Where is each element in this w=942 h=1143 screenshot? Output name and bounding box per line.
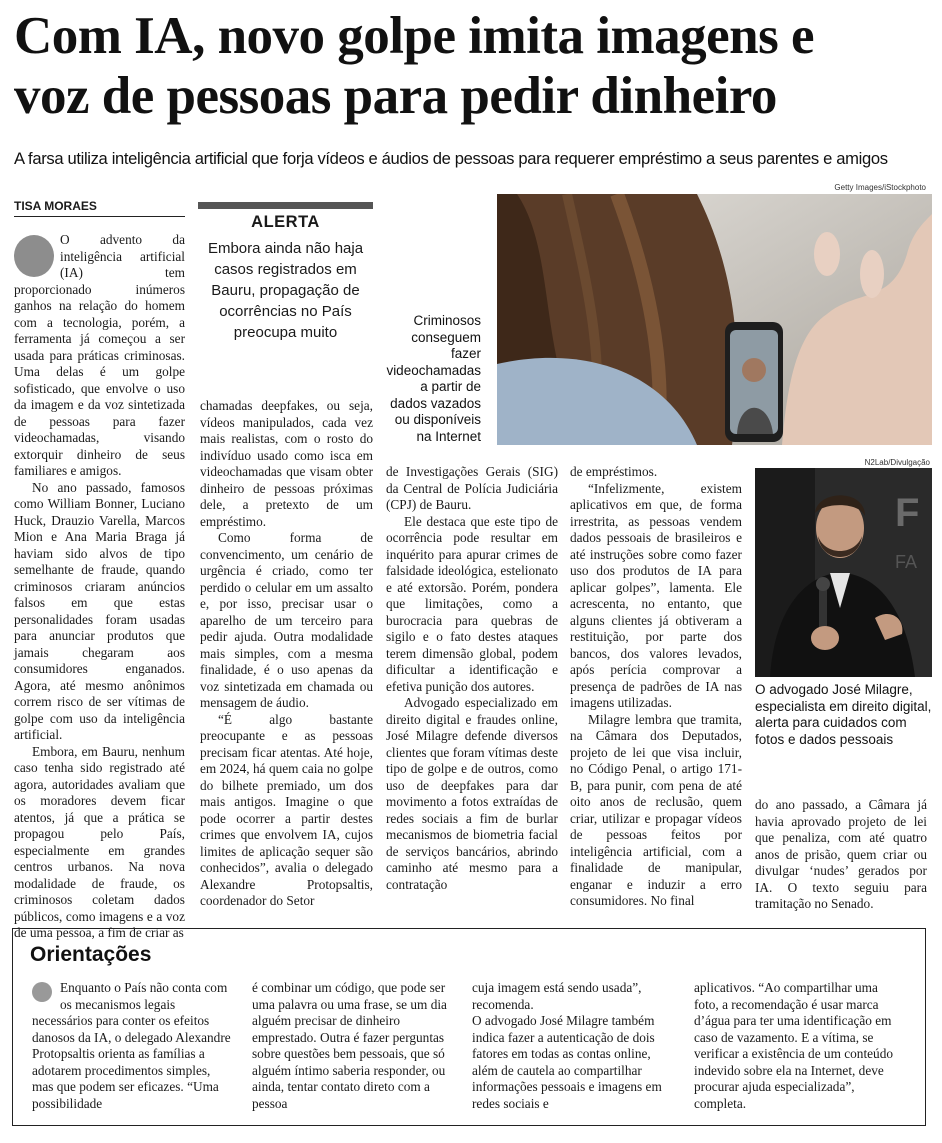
photo-lawyer-illustration [755,468,932,677]
paragraph: de Investigações Gerais (SIG) da Central de Polícia Judiciária (CPJ) de Bauru. [386,464,558,512]
paragraph: do ano passado, a Câmara já havia aprovado projeto de lei que penaliza, com até quatro anos de prisão, quem criar ou divulgar ‘nudes’ gerados por IA. O texto seguiu para tramitação no Senado. [755,797,927,911]
photo-lawyer [755,468,932,677]
paragraph: chamadas deepfakes, ou seja, vídeos manipulados, cada vez mais realistas, com o rosto do indivíduo usado como isca em videochamadas que visam obter dinheiro de pessoas próximas dele, a pretexto de um empréstimo. [200,398,373,529]
photo-videocall-illustration [497,194,932,445]
paragraph: Ele destaca que este tipo de ocorrência pode resultar em inquérito para apurar crimes de falsidade ideológica, estelionato e até extorsão. Porém, pondera que limitações, como a burocracia para quebras de sigilo e o fato destes ataques terem dimensão global, podem dificultar a identificação e efetiva punição dos autores. [386,513,558,694]
svg-text:F: F [895,491,920,535]
paragraph: Enquanto o País não conta com os mecanismos legais necessários para conter os efeitos danosos da IA, o delegado Alexandre Protopsaltis orienta as famílias a adotarem procedimentos simples, mas que podem ser eficazes. “Uma possibilidade [32,980,231,1111]
orientacoes-title: Orientações [30,943,152,966]
drop-cap-circle [14,235,54,277]
paragraph: O advogado José Milagre também indica fazer a autenticação de dois fatores em todas as contas online, além de cautela ao compartilhar informações pessoais e imagens em redes sociais e [472,1013,662,1111]
photo-1-credit: Getty Images/iStockphoto [834,183,926,192]
headline-line-2: voz de pessoas para pedir dinheiro [14,67,777,125]
article-column-3 [386,464,558,893]
paragraph: de empréstimos. [570,464,658,479]
paragraph: cuja imagem está sendo usada”, recomenda. [472,980,642,1012]
paragraph: O advento da inteligência artificial (IA) tem proporcionado inúmeros ganhos na relação do homem com a tecnologia, porém, a ferramenta já começou a ser usada para práticas criminosas. Uma delas é um golpe sofisticado, que envolve o uso da imagem e da voz sintetizada de pessoas para fazer videochamadas, visando extorquir dinheiro de seus familiares e amigos. [14,232,185,478]
svg-text:FA: FA [895,552,918,572]
article-column-4 [570,464,742,910]
photo-2-caption: O advogado José Milagre, especialista em direito digital, alerta para cuidados com fotos e dados pessoais [755,682,932,747]
headline-line-1: Com IA, novo golpe imita imagens e [14,7,815,65]
alert-text: Embora ainda não haja casos registrados em Bauru, propagação de ocorrências no País preocupa muito [207,240,364,341]
paragraph: Advogado especializado em direito digital e fraudes online, José Milagre defende diversos clientes que foram vítimas deste tipo de golpe e de outros, como uso de deepfakes para dar movimento a fotos extraídas de redes sociais a fim de burlar mecanismos de biometria facial de serviços bancários, abrindo caminho até mesmo para a contratação [386,695,558,892]
alert-box [198,202,373,367]
alert-title: ALERTA [251,213,320,231]
article-column-1 [14,232,185,942]
photo-2-credit: N2Lab/Divulgação [864,458,930,467]
paragraph: aplicativos. “Ao compartilhar uma foto, a recomendação é usar marca d’água para ter uma identificação em caso de vazamento. E a vítima, se verificar a existência de um conteúdo indevido sobre ela na Internet, deve procurar ajuda especializada”, completa. [694,980,893,1111]
orientacoes-column-2 [252,980,456,1112]
photo-1-caption: Criminosos conseguem fazer videochamadas a partir de dados vazados ou disponíveis na Internet [386,313,481,444]
alert-top-rule [198,202,373,209]
paragraph: No ano passado, famosos como William Bonner, Luciano Huck, Drauzio Varella, Marcos Mion e Ana Maria Braga já haviam sido alvos de tipo semelhante de fraude, quando criminosos criaram anúncios falsos em que estas personalidades foram usadas para anunciar produtos que jamais chegaram aos consumidores enganados. Agora, até mesmo anônimos correm risco de ser vítimas de golpe com uso da inteligência artificial. [14,479,185,742]
headline [14,6,930,126]
byline: TISA MORAES [14,198,185,217]
orientacoes-column-1 [32,980,232,1112]
paragraph: Milagre lembra que tramita, na Câmara dos Deputados, projeto de lei que visa incluir, no Código Penal, o artigo 171-B, para punir, com pena de até oito anos de reclusão, quem criar, utilizar e propagar vídeos de pessoas feitos por inteligência artificial, com a finalidade de manipular, enganar e induzir a erro consumidores. No final [570,711,742,908]
orientacoes-column-3 [472,980,677,1112]
photo-videocall [497,194,932,445]
paragraph: Como forma de convencimento, um cenário de urgência é criado, como ter perdido o celular em um assalto e, por isso, precisar usar o aparelho de um terceiro para pedir ajuda. Outra modalidade mais simples, com a mesma finalidade, é o uso apenas da voz sintetizada em chamada ou mensagem de áudio. [200,530,373,710]
bullet-circle [32,982,52,1002]
paragraph: “É algo bastante preocupante e as pessoas precisam ficar atentas. Até hoje, em 2024, há quem caia no golpe do bilhete premiado, um dos mais antigos. Imagine o que pode ocorrer a partir destes crimes que envolvem IA, cujos limites de aplicação sequer são conhecidos”, avalia o delegado Alexandre Protopsaltis, coordenador do Setor [200,711,373,908]
article-column-2 [200,398,373,910]
orientacoes-column-4 [694,980,904,1112]
article-column-5 [755,797,927,913]
paragraph: Embora, em Bauru, nenhum caso tenha sido registrado até agora, autoridades avaliam que os moradores devem ficar atentos, já que a prática se propagou pelo País, especialmente em grandes centros urbanos. Na nova modalidade de fraude, os criminosos coletam dados públicos, como imagens e a voz de uma pessoa, a fim de criar as [14,743,185,940]
paragraph: “Infelizmente, existem aplicativos em que, de forma irrestrita, as pessoas vendem dados pessoais de brasileiros e até instruções sobre como fazer uso dos produtos de IA para aplicar golpes”, lamenta. Ele acrescenta, no entanto, que alguns clientes já obtiveram a restituição, por parte dos bancos, dos valores levados, após perícia comprovar a presença de padrões de IA nas imagens utilizadas. [570,480,742,710]
paragraph: é combinar um código, que pode ser uma palavra ou uma frase, se um dia alguém precisar de dinheiro emprestado. Outra é fazer perguntas sobre questões bem pessoais, que só alguém íntimo saberia responder, ou ainda, tentar contato direto com a pessoa [252,980,447,1111]
subheadline: A farsa utiliza inteligência artificial que forja vídeos e áudios de pessoas para requerer empréstimo a seus parentes e amigos [14,149,888,168]
